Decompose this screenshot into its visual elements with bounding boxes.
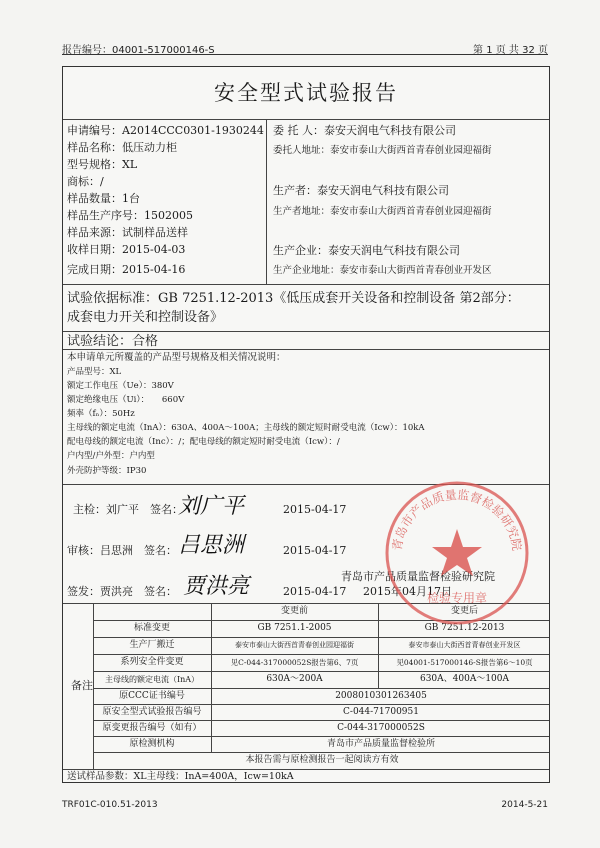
divider <box>63 331 549 332</box>
reviewer-date: 2015-04-17 <box>283 544 347 557</box>
issuer-signature: 贾洪亮 <box>183 574 250 599</box>
sample-parameters: 送试样品参数：XL主母线：InA=400A，Icw=10kA <box>67 771 294 782</box>
report-frame: 安全型式试验报告 申请编号：A2014CCC0301-1930244 样品名称：低压动力柜 型号规格：XL 商标：/ 样品数量：1台 样品生产序号：1502005 样品来源：试制样品送样 收样日期：2015-04-03 完成日期：2015-04-16 委 托 人：泰安天润电气科技有限公司 委托人地址：泰安市泰山大街西首青春创业园迎福街 生产者：泰安天润电气科技有限公司 生产者地址：泰安市泰山大街西首青春创业园迎福街 生产企业：泰安天润电气科技有限公司 生产企业地址：泰安市泰山大街西首青春创业开发区 试验依据标准：GB 7251.12-2013《低压成套开关设备和控制设备 第2部分： 成套电力开关和控制设备》 试验结论：合格 本申请单元所覆盖的产品型号规格及相关情况说明： 产品型号：XL 额定工作电压（Ue）：380V 额定绝缘电压（Ui）： 660V 频率（fₙ）：50Hz 主母线的额定电流（InA）：630A、400A～100A；主母线的额定短时耐受电流（Icw）：10kA 配电母线的额定电流（Inc）：/；配电母线的额定短时耐受电流（Icw）：/ 户内型/户外型：户内型 外壳防护等级：IP30 主检：刘广平 签名： 刘广平 2015-04-17 审核：吕思洲 签名： 吕思洲 2015-04-17 签发：贾洪亮 签名： 贾洪亮 2015-04-17 青岛市产品质量监督检验研究院 2015年04月17日 备注 变更前 变更后 标准变更 GB 7251.1-2005 GB 7251.12-2013 生产厂搬迁 泰安市泰山大街西首青春创业园迎福街 泰安市泰山大街西首青春创业开发区 系列安全件变更 见C-044-317000052S报告第6、7页 见04001-517000146-S报告第6～10页 主母线的额定电流（InA） 630A～200A 630A、400A～100A 原CCC证书编号 2008010301263405 原安全型式试验报告编号 C-044-71700951 原变更报告编号（如有） C-044-317000052S 原检测机构 青岛市产品质量监督检验所 本报告需与原检测报告一起阅读方有效 送试样品参数：XL主母线：InA=400A，Icw=10kA 青岛市产品质量监督检验研究院 检验专用章 <box>62 66 550 783</box>
row-before: 泰安市泰山大街西首青春创业园迎福街 <box>235 641 354 649</box>
client-name: 泰安天润电气科技有限公司 <box>324 124 456 137</box>
inspector-date: 2015-04-17 <box>283 503 347 516</box>
completed-date: 2015-04-16 <box>122 263 186 276</box>
sample-quantity: 1台 <box>122 192 140 205</box>
column-divider <box>266 119 267 284</box>
header-rule <box>62 54 548 55</box>
divider <box>63 119 549 120</box>
test-basis-line1: 试验依据标准：GB 7251.12-2013《低压成套开关设备和控制设备 第2部分： <box>67 291 520 306</box>
remarks-label: 备注 <box>71 679 93 692</box>
coverage-line: 户内型/户外型：户内型 <box>67 451 155 461</box>
row-name: 原安全型式试验报告编号 <box>102 707 202 717</box>
coverage-line: 配电母线的额定电流（Inc）：/；配电母线的额定短时耐受电流（Icw）：/ <box>67 437 340 447</box>
form-number: TRF01C-010.51-2013 <box>62 800 158 810</box>
row-after: GB 7251.12-2013 <box>424 623 505 633</box>
producer-address: 泰安市泰山大街西首青春创业园迎福街 <box>330 206 492 217</box>
row-name: 主母线的额定电流（InA） <box>104 675 200 684</box>
manufacturer-address: 泰安市泰山大街西首青春创业开发区 <box>339 265 492 276</box>
column-header: 变更前 <box>280 606 308 616</box>
column-header: 变更后 <box>450 606 478 616</box>
issuing-date: 2015年04月17日 <box>363 585 452 598</box>
form-date: 2014-5-21 <box>501 800 548 810</box>
coverage-line: 额定绝缘电压（Ui）： 660V <box>67 395 185 405</box>
sample-source: 试制样品送样 <box>122 226 188 239</box>
issuer-label: 签发：贾洪亮 签名： <box>67 585 177 598</box>
report-title: 安全型式试验报告 <box>214 81 398 105</box>
application-number: A2014CCC0301-1930244 <box>122 124 264 137</box>
coverage-line: 主母线的额定电流（InA）：630A、400A～100A；主母线的额定短时耐受电流（Icw）：10kA <box>67 423 425 433</box>
row-value: 2008010301263405 <box>335 691 427 701</box>
row-before: 见C-044-317000052S报告第6、7页 <box>230 658 359 667</box>
row-name: 原变更报告编号（如有） <box>102 723 202 733</box>
row-after: 泰安市泰山大街西首青春创业开发区 <box>408 641 521 649</box>
issuer-date: 2015-04-17 <box>283 585 347 598</box>
page-indicator: 第 1 页 共 32 页 <box>473 45 548 56</box>
row-value: C-044-317000052S <box>337 723 425 733</box>
test-basis-line2: 成套电力开关和控制设备》 <box>67 310 224 325</box>
row-after: 630A、400A～100A <box>419 674 510 684</box>
manufacturer-name: 泰安天润电气科技有限公司 <box>328 244 460 257</box>
reviewer-label: 审核：吕思洲 签名： <box>67 544 177 557</box>
row-after: 见04001-517000146-S报告第6～10页 <box>396 658 533 667</box>
row-value: C-044-71700951 <box>343 707 419 717</box>
row-name: 系列安全件变更 <box>120 657 184 667</box>
coverage-line: 产品型号：XL <box>67 367 122 377</box>
row-before: 630A～200A <box>266 674 323 684</box>
row-value: 青岛市产品质量监督检验所 <box>326 739 435 749</box>
remarks-note: 本报告需与原检测报告一起阅读方有效 <box>245 755 399 765</box>
received-date: 2015-04-03 <box>122 243 186 256</box>
row-name: 原CCC证书编号 <box>119 691 185 701</box>
row-name: 原检测机构 <box>129 739 175 749</box>
reviewer-signature: 吕思洲 <box>178 533 245 558</box>
row-name: 生产厂搬迁 <box>129 640 175 650</box>
inspector-signature: 刘广平 <box>178 494 245 519</box>
sample-name: 低压动力柜 <box>122 141 177 154</box>
inspector-label: 主检：刘广平 签名： <box>73 503 183 516</box>
client-address: 泰安市泰山大街西首青春创业园迎福街 <box>330 145 492 156</box>
coverage-intro: 本申请单元所覆盖的产品型号规格及相关情况说明： <box>67 352 286 363</box>
divider <box>63 284 549 285</box>
coverage-line: 额定工作电压（Ue）：380V <box>67 381 174 391</box>
star-icon <box>432 529 482 576</box>
row-name: 标准变更 <box>133 623 170 633</box>
seal-subtext: 检验专用章 <box>426 591 488 605</box>
report-number: 报告编号：04001-517000146-S <box>62 45 215 56</box>
test-conclusion: 试验结论：合格 <box>67 334 159 349</box>
serial-number: 1502005 <box>144 209 193 222</box>
model-spec: XL <box>122 158 138 171</box>
official-seal <box>381 477 533 629</box>
seal-text: 青岛市产品质量监督检验研究院 <box>389 487 525 552</box>
producer-name: 泰安天润电气科技有限公司 <box>317 184 449 197</box>
coverage-line: 外壳防护等级：IP30 <box>67 466 147 476</box>
issuing-organization: 青岛市产品质量监督检验研究院 <box>341 570 495 583</box>
row-before: GB 7251.1-2005 <box>257 623 332 633</box>
trademark: / <box>100 175 104 188</box>
coverage-line: 频率（fₙ）：50Hz <box>67 409 135 419</box>
